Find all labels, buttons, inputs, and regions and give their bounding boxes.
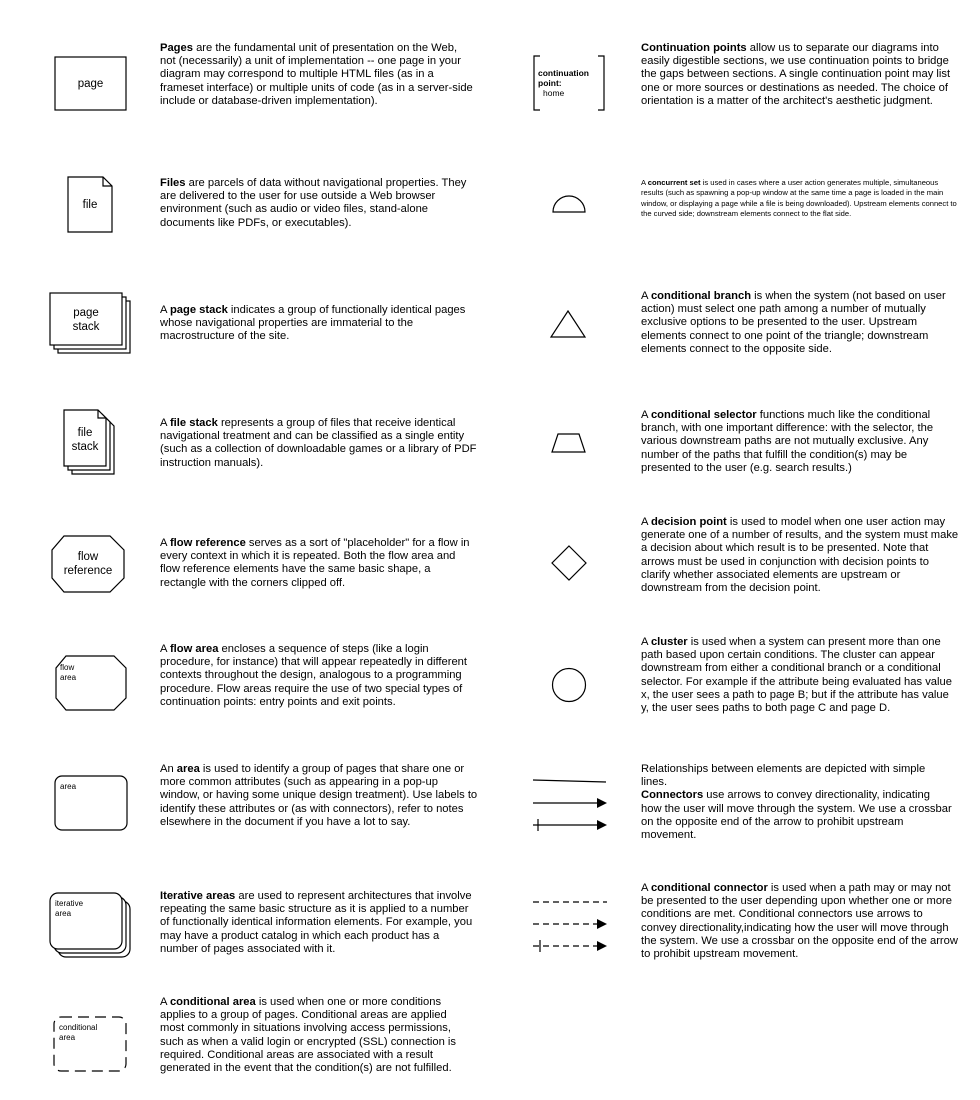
file-symbol [62,172,118,236]
area-term: area [176,763,200,775]
conditional-selector-term: conditional selector [650,409,757,421]
connectors-term: Connectors [641,789,704,802]
conditional-area-before: A [160,996,170,1008]
area-symbol-label: area [60,782,77,791]
flow-area-text: encloses a sequence of steps (like a login procedure, for instance) that will appear repeatedly in different contexts throughout the design, analogous to a programming procedure. Flow areas require the use of two special types of continuation points: entry points and exit points. [160,643,468,708]
conditional-connector-term: conditional connector [650,882,768,894]
files-description [160,177,475,230]
page-stack-before: A [160,304,170,316]
continuation-points-term: Continuation points [641,42,747,54]
page-stack-label-line2: stack [72,321,100,333]
flow-area-symbol [52,652,132,716]
conditional-branch-text: is when the system (not based on user action) must select one path among a number of mutually exclusive options to be presented to the user. Upstream elements connect to one point of the triangle; downstream elements connect to the opposite side. [641,290,946,355]
file-stack-symbol [58,404,126,478]
conditional-connector-before: A [641,882,651,894]
page-stack-label-line1: page [73,307,99,319]
file-stack-description [160,417,478,470]
cluster-symbol [550,666,590,706]
conditional-area-symbol [51,1014,131,1076]
page-stack-term: page stack [169,304,228,316]
concurrent-set-text: is used in cases where a user action generates multiple, simultaneous results (such as spawning a pop-up window at the same time a page is loaded in the main window, or displaying a page while a file is being downloaded). Upstream elements connect to the curved side; downstream elements connect to the flat side. [641,178,957,219]
conditional-branch-symbol [549,308,589,340]
flow-reference-symbol [48,530,130,598]
continuation-points-text: allow us to separate our diagrams into easily digestible sections, we use continuation points to bridge the gaps between sections. A single continuation point may list one or more sources or destinations as needed. The choice of orientation is a matter of the architect's aesthetic judgment. [641,42,951,107]
pages-description [160,42,475,108]
continuation-point-label-line1: continuation [538,68,589,78]
flow-area-term: flow area [169,643,219,655]
flow-reference-text: serves as a sort of "placeholder" for a flow in every context in which it is repeated. Both the flow area and flow reference elements have the same basic shape, a rectangle with the corners clipped off. [160,537,470,589]
conditional-area-label-line2: area [59,1033,76,1042]
area-text: is used to identify a group of pages that share one or more common attributes (such as appearing in a pop-up window, or having some unique design treatment). Use labels to identify these attributes or (as with connectors), refer to notes elsewhere in the document if you have a lot to say. [160,763,478,828]
conditional-branch-description [641,290,959,356]
flow-reference-term: flow reference [169,537,246,549]
connectors-text: use arrows to convey directionality, indicating how the user will move through the system. We use a crossbar on the opposite end of the arrow to prohibit upstream movement. [641,789,952,842]
page-symbol [50,52,132,114]
iterative-area-label-line1: iterative [55,899,84,908]
connectors-description [641,763,953,842]
cluster-before: A [641,636,651,648]
continuation-point-label-line3: home [543,88,565,98]
file-stack-text: represents a group of files that receive identical navigational treatment and can be classified as a single entity (such as a collection of downloadable games or a library of PDF instruction manuals). [160,417,477,469]
iterative-areas-description [160,890,475,956]
files-text: are parcels of data without navigational properties. They are delivered to the user for use outside a Web browser environment (such as audio or video files, stand-alone documents like PDFs, or executables). [160,177,467,229]
iterative-areas-text: are used to represent architectures that involve repeating the same basic structure as it is applied to a number of functionally identical information elements. For example, you may have a product catalog in which each product has a number of pages associated with it. [160,890,473,955]
connectors-symbol [530,772,612,834]
decision-point-term: decision point [650,516,727,528]
conditional-connector-symbol [530,892,612,954]
page-stack-text: indicates a group of functionally identical pages whose navigational properties are immaterial to the macrostructure of the site. [160,304,466,343]
conditional-connector-text: is used when a path may or may not be presented to the user depending upon whether one or more conditions are met. Conditional connectors use arrows to convey directionality,indicating how the user will move through the system. We use a crossbar on the opposite end of the arrow to prohibit upstream movement. [641,882,958,961]
flow-area-label-line1: flow [60,663,75,672]
decision-point-symbol [550,544,590,584]
concurrent-set-before: A [641,178,648,187]
flow-reference-before: A [160,537,170,549]
page-stack-symbol [46,288,138,358]
conditional-selector-symbol [549,430,589,456]
conditional-area-term: conditional area [169,996,256,1008]
conditional-selector-text: functions much like the conditional branch, with one important difference: with the selector, the various downstream paths are not mutually exclusive. Any number of the paths that fulfill the condition(s) may be presented to the user (e.g. search results.) [641,409,934,474]
conditional-area-description [160,996,472,1075]
concurrent-set-term: concurrent set [647,178,701,187]
area-description [160,763,478,829]
page-stack-description [160,304,478,344]
decision-point-text: is used to model when one user action may generate one of a number of results, and the system must make a decision about which result is to be presented. Note that arrows must be used in conjunction with decision points to clarify whether associated elements are upstream or downstream from the decision point. [641,516,959,595]
concurrent-set-description [641,178,959,220]
area-symbol [52,773,132,835]
flow-reference-label-line2: reference [63,565,113,577]
file-stack-term: file stack [169,417,218,429]
file-stack-label-line2: stack [71,441,99,453]
flow-reference-description [160,537,475,590]
files-term: Files [160,177,186,189]
file-stack-label-line1: file [77,427,93,439]
conditional-area-label-line1: conditional [59,1023,98,1032]
area-before: An [160,763,177,775]
iterative-area-symbol [47,890,137,962]
conditional-connector-description [641,882,959,961]
connectors-intro: Relationships between elements are depicted with simple lines. [641,763,926,789]
pages-text: are the fundamental unit of presentation on the Web, not (necessarily) a unit of implementation -- one page in your diagram may correspond to multiple HTML files (as in a frameset interface) or multiple units of code (as in a server-side include or database-driven implementation). [160,42,473,107]
decision-point-description [641,516,959,595]
page-symbol-label: page [77,78,104,90]
cluster-text: is used when a system can present more than one path based upon certain conditions. The cluster can appear downstream from either a conditional branch or a conditional selector. For example if the attribute being evaluated has value x, the user sees a path to page B; but if the attribute has value y, the user sees paths to both page C and page D. [641,636,952,715]
continuation-point-label-line2: point: [538,78,562,88]
conditional-selector-before: A [641,409,651,421]
decision-point-before: A [641,516,651,528]
flow-area-description [160,643,472,709]
file-stack-before: A [160,417,170,429]
flow-reference-label-line1: flow [77,551,99,563]
conditional-branch-before: A [641,290,651,302]
continuation-points-description [641,42,959,108]
file-symbol-label: file [82,199,98,211]
conditional-selector-description [641,409,959,475]
cluster-description [641,636,959,715]
flow-area-before: A [160,643,170,655]
cluster-term: cluster [650,636,688,648]
pages-term: Pages [160,42,193,54]
flow-area-label-line2: area [60,673,77,682]
conditional-branch-term: conditional branch [650,290,752,302]
concurrent-set-symbol [550,190,590,216]
continuation-point-symbol [530,54,610,114]
iterative-areas-term: Iterative areas [160,890,236,902]
conditional-area-text: is used when one or more conditions applies to a group of pages. Conditional areas are applied most commonly in situations involving access permissions, such as when a valid login or encrypted (SSL) connection is required. Conditional areas are associated with a result generated in the event that the condition(s) are not fulfilled. [160,996,457,1075]
iterative-area-label-line2: area [55,909,72,918]
